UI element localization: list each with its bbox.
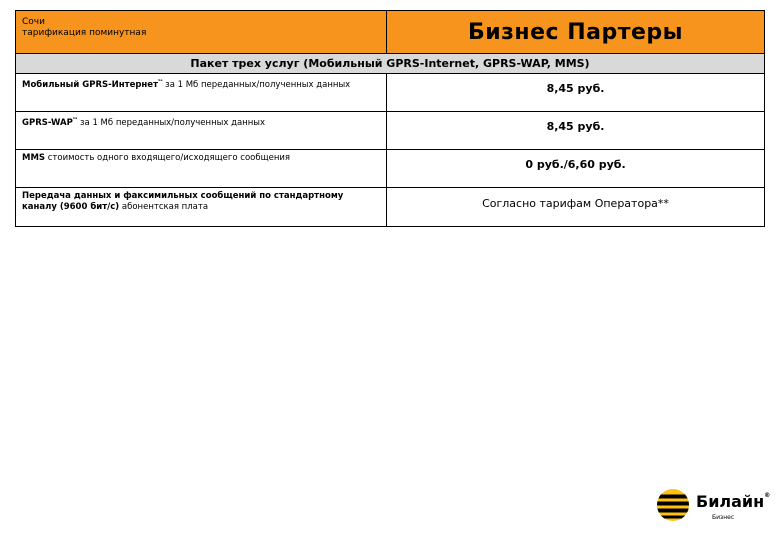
service-description: абонентская плата bbox=[119, 202, 209, 212]
service-name: MMS bbox=[22, 153, 46, 163]
table-row bbox=[16, 112, 765, 150]
beeline-logo bbox=[656, 488, 771, 528]
tariff-table bbox=[15, 10, 765, 227]
service-name-cell bbox=[16, 150, 387, 188]
billing-label: тарификация поминутная bbox=[22, 28, 147, 38]
service-description: за 1 Мб переданных/полученных данных bbox=[162, 79, 351, 90]
service-name: Мобильный GPRS-Интернет bbox=[22, 79, 158, 90]
header-region-cell bbox=[16, 11, 387, 54]
service-price: Согласно тарифам Оператора** bbox=[387, 188, 765, 227]
service-price: 0 руб./6,60 руб. bbox=[387, 150, 765, 188]
logo-subtitle: Бизнес bbox=[712, 514, 735, 521]
table-row bbox=[16, 150, 765, 188]
service-price: 8,45 руб. bbox=[387, 74, 765, 112]
service-name: Передача данных и факсимильных сообщений по стандартному каналу (9600 бит/с) bbox=[22, 191, 344, 212]
table-row bbox=[16, 74, 765, 112]
service-description: за 1 Мб переданных/полученных данных bbox=[77, 117, 266, 128]
plan-title: Бизнес Партеры bbox=[387, 11, 765, 54]
service-name-cell bbox=[16, 188, 387, 227]
footnote-mark: ¹ᵃ bbox=[158, 79, 163, 85]
service-price: 8,45 руб. bbox=[387, 112, 765, 150]
logo-name-text: Билайн bbox=[696, 492, 765, 511]
logo-trademark: ® bbox=[764, 492, 771, 499]
city-label: Сочи bbox=[22, 17, 45, 27]
service-name: GPRS-WAP bbox=[22, 117, 73, 128]
section-row bbox=[16, 54, 765, 74]
service-name-cell bbox=[16, 112, 387, 150]
service-name-cell bbox=[16, 74, 387, 112]
table-row bbox=[16, 188, 765, 227]
service-description: стоимость одного входящего/исходящего сообщения bbox=[45, 153, 291, 163]
beeline-logo-icon bbox=[656, 488, 690, 522]
logo-wordmark bbox=[696, 492, 770, 511]
header-row bbox=[16, 11, 765, 54]
section-title: Пакет трех услуг (Мобильный GPRS-Internet, GPRS-WAP, MMS) bbox=[16, 54, 765, 74]
footnote-mark: ¹ᵃ bbox=[72, 117, 78, 123]
